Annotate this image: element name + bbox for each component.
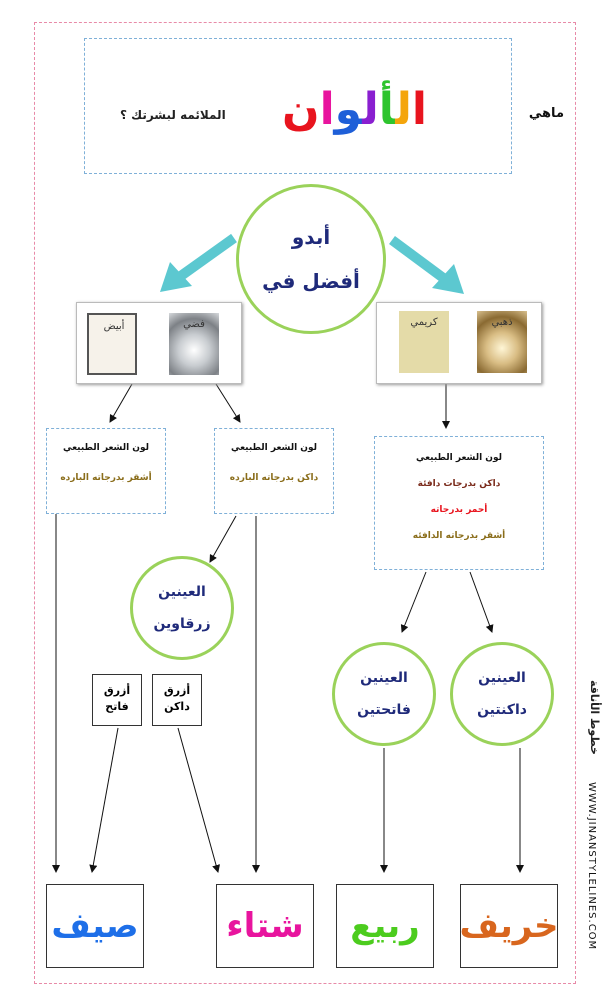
title-suffix: الملائمه لبشرتك ؟ — [120, 108, 226, 122]
season-spring — [336, 884, 434, 968]
swatch-cream-label: كريمي — [410, 317, 438, 328]
hair-middle-line-1: داكن بدرجاته البارده — [229, 473, 319, 483]
season-winter — [216, 884, 314, 968]
center-circle — [236, 184, 386, 334]
website-text: WWW.JINANSTYLELINES.COM — [586, 782, 597, 951]
hair-box-right — [374, 436, 544, 570]
swatch-silver-label: فضي — [183, 319, 205, 330]
hair-box-left — [46, 428, 166, 514]
hair-right-line-3: أشقر بدرجاته الدافئه — [412, 531, 506, 541]
hair-right-line-2: أحمر بدرجاته — [430, 505, 488, 515]
season-spring-label: ربيع — [350, 906, 420, 946]
hair-right-title: لون الشعر الطبيعي — [415, 453, 503, 463]
teal-arrow-left — [160, 238, 234, 292]
season-summer-label: صيف — [51, 906, 139, 946]
center-line-1: أبدو — [291, 225, 331, 249]
brand-text: خطوط الأناقة — [588, 680, 601, 755]
season-autumn-label: خريف — [459, 906, 559, 946]
blue-light-box — [92, 674, 142, 726]
title-main: الألوان — [282, 84, 427, 135]
eyes-dark-circle — [450, 642, 554, 746]
hair-left-line-1: أشقر بدرجاته البارده — [60, 473, 152, 483]
eyes-blue-line-2: زرقاوين — [153, 616, 211, 632]
blue-light-line-1: أزرق — [103, 684, 131, 697]
eyes-dark-line-2: داكنتين — [477, 702, 527, 718]
eyes-light-line-2: فاتحتين — [357, 702, 411, 718]
swatch-white — [87, 313, 137, 375]
swatch-panel-warm — [376, 302, 542, 384]
center-line-2: أفضل في — [262, 269, 360, 293]
blue-dark-box — [152, 674, 202, 726]
hair-box-middle — [214, 428, 334, 514]
swatch-silver — [169, 313, 219, 375]
swatch-cream — [399, 311, 449, 373]
eyes-blue-circle — [130, 556, 234, 660]
eyes-blue-line-1: العينين — [158, 584, 206, 600]
swatch-gold-label: ذهبي — [491, 317, 513, 328]
eyes-light-circle — [332, 642, 436, 746]
eyes-light-line-1: العينين — [360, 670, 408, 686]
title-prefix: ماهي — [528, 106, 564, 121]
season-summer — [46, 884, 144, 968]
hair-right-line-1: داكن بدرجات دافئة — [417, 479, 501, 489]
blue-light-line-2: فاتح — [105, 700, 129, 713]
blue-dark-line-2: داكن — [164, 700, 190, 713]
swatch-panel-cool — [76, 302, 242, 384]
hair-middle-title: لون الشعر الطبيعي — [230, 443, 318, 453]
blue-dark-line-1: أزرق — [163, 684, 191, 697]
teal-arrow-right — [392, 240, 464, 294]
hair-left-title: لون الشعر الطبيعي — [62, 443, 150, 453]
season-autumn — [460, 884, 558, 968]
eyes-dark-line-1: العينين — [478, 670, 526, 686]
swatch-white-label: أبيض — [103, 321, 125, 332]
swatch-gold — [477, 311, 527, 373]
season-winter-label: شتاء — [226, 906, 304, 946]
